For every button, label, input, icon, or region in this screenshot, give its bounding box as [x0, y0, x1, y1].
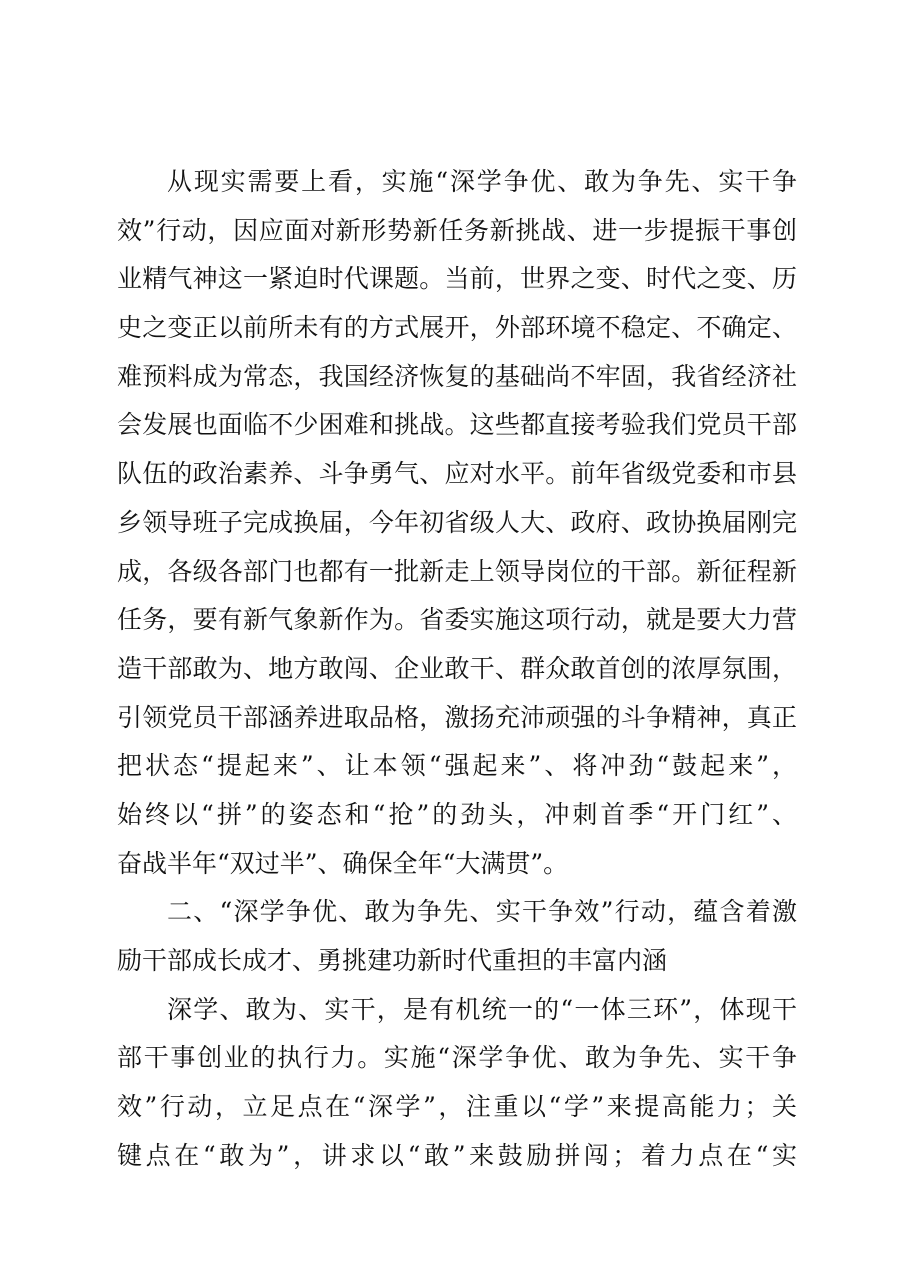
paragraph-1-line-2: 效”行动，因应面对新形势新任务新挑战、进一步提振干事创	[117, 215, 797, 245]
paragraph-1-line-11: 造干部敢为、地方敢闯、企业敢干、群众敢首创的浓厚氛围，	[117, 653, 797, 683]
paragraph-2-line-2: 部干事创业的执行力。实施“深学争优、敢为争先、实干争	[117, 1043, 797, 1073]
paragraph-2-line-3: 效”行动，立足点在“深学”，注重以“学”来提高能力；关	[117, 1092, 797, 1122]
paragraph-1-line-13: 把状态“提起来”、让本领“强起来”、将冲劲“鼓起来”，	[117, 751, 797, 781]
paragraph-1-line-7: 队伍的政治素养、斗争勇气、应对水平。前年省级党委和市县	[117, 459, 797, 489]
paragraph-1-line-5: 难预料成为常态，我国经济恢复的基础尚不牢固，我省经济社	[117, 361, 797, 391]
paragraph-1-line-10: 任务，要有新气象新作为。省委实施这项行动，就是要大力营	[117, 605, 797, 635]
paragraph-1-line-14: 始终以“拼”的姿态和“抢”的劲头，冲刺首季“开门红”、	[117, 799, 797, 829]
paragraph-2-line-4: 键点在“敢为”，讲求以“敢”来鼓励拼闯；着力点在“实	[117, 1140, 797, 1170]
paragraph-1-line-3: 业精气神这一紧迫时代课题。当前，世界之变、时代之变、历	[117, 264, 797, 294]
paragraph-1-line-9: 成，各级各部门也都有一批新走上领导岗位的干部。新征程新	[117, 556, 797, 586]
paragraph-1-line-15: 奋战半年“双过半”、确保全年“大满贯”。	[117, 848, 569, 878]
paragraph-1-line-6: 会发展也面临不少困难和挑战。这些都直接考验我们党员干部	[117, 410, 797, 440]
paragraph-1-line-12: 引领党员干部涵养进取品格，激扬充沛顽强的斗争精神，真正	[117, 702, 797, 732]
section-heading-line-2: 励干部成长成才、勇挑建功新时代重担的丰富内涵	[117, 946, 668, 975]
paragraph-1-line-4: 史之变正以前所未有的方式展开，外部环境不稳定、不确定、	[117, 313, 797, 343]
paragraph-2-line-1: 深学、敢为、实干，是有机统一的“一体三环”，体现干	[167, 994, 797, 1024]
section-heading-line-1: 二、“深学争优、敢为争先、实干争效”行动，蕴含着激	[167, 897, 797, 927]
paragraph-1-line-8: 乡领导班子完成换届，今年初省级人大、政府、政协换届刚完	[117, 507, 797, 537]
document-body	[117, 158, 797, 1180]
paragraph-1-line-1: 从现实需要上看，实施“深学争优、敢为争先、实干争	[167, 167, 797, 196]
